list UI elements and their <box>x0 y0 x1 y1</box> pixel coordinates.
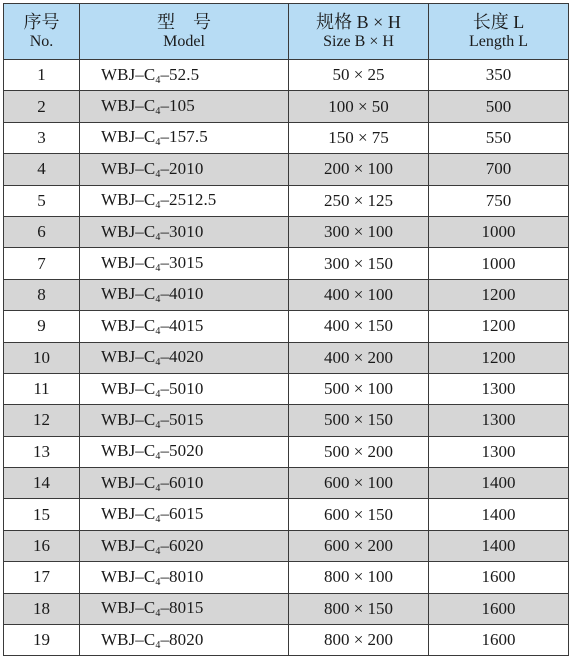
cell-model <box>80 436 289 467</box>
model-subscript: 4 <box>155 451 161 463</box>
cell-length: 1300 <box>429 405 569 436</box>
model-suffix: –5010 <box>160 378 204 398</box>
cell-no: 12 <box>4 405 80 436</box>
cell-size: 500 × 150 <box>289 405 429 436</box>
cell-size: 400 × 100 <box>289 279 429 310</box>
model-subscript: 4 <box>155 545 161 557</box>
cell-model <box>80 405 289 436</box>
cell-length: 1200 <box>429 279 569 310</box>
model-suffix: –4010 <box>160 284 204 304</box>
cell-size: 600 × 200 <box>289 530 429 561</box>
cell-size: 400 × 150 <box>289 311 429 342</box>
cell-length: 1200 <box>429 342 569 373</box>
model-suffix: –8020 <box>160 629 204 649</box>
table-row <box>4 373 569 404</box>
header-size <box>289 4 429 60</box>
model-subscript: 4 <box>155 325 161 337</box>
cell-size: 400 × 200 <box>289 342 429 373</box>
table-row <box>4 154 569 185</box>
cell-model <box>80 279 289 310</box>
header-length-cn: 长度 L <box>472 11 525 32</box>
model-subscript: 4 <box>155 608 161 620</box>
model-suffix: –5020 <box>160 441 204 461</box>
cell-size: 100 × 50 <box>289 91 429 122</box>
table-row <box>4 122 569 153</box>
cell-no: 6 <box>4 216 80 247</box>
cell-no: 18 <box>4 593 80 624</box>
model-suffix: –6010 <box>160 472 204 492</box>
cell-size: 600 × 150 <box>289 499 429 530</box>
model-prefix: WBJ–C <box>101 221 156 241</box>
header-model-cn: 型 号 <box>157 11 211 32</box>
cell-length: 1400 <box>429 468 569 499</box>
table-row <box>4 248 569 279</box>
cell-size: 250 × 125 <box>289 185 429 216</box>
cell-length: 1300 <box>429 373 569 404</box>
model-prefix: WBJ–C <box>101 535 156 555</box>
model-prefix: WBJ–C <box>101 598 156 618</box>
table-row <box>4 60 569 91</box>
table-header <box>4 4 569 60</box>
cell-no: 17 <box>4 562 80 593</box>
cell-model <box>80 216 289 247</box>
model-prefix: WBJ–C <box>101 409 156 429</box>
table-row <box>4 342 569 373</box>
cell-model <box>80 248 289 279</box>
model-suffix: –52.5 <box>160 64 200 84</box>
model-suffix: –157.5 <box>160 127 208 147</box>
model-suffix: –4015 <box>160 315 204 335</box>
table-row <box>4 625 569 656</box>
table-row <box>4 562 569 593</box>
cell-model <box>80 530 289 561</box>
cell-no: 7 <box>4 248 80 279</box>
cell-no: 9 <box>4 311 80 342</box>
model-subscript: 4 <box>155 514 161 526</box>
model-suffix: –2512.5 <box>160 190 217 210</box>
table-row <box>4 530 569 561</box>
cell-size: 200 × 100 <box>289 154 429 185</box>
cell-no: 2 <box>4 91 80 122</box>
cell-length: 1600 <box>429 562 569 593</box>
cell-no: 15 <box>4 499 80 530</box>
spec-table <box>3 3 569 656</box>
header-no-en: No. <box>29 32 54 50</box>
model-suffix: –8010 <box>160 566 204 586</box>
cell-length: 1300 <box>429 436 569 467</box>
model-suffix: –105 <box>160 96 195 116</box>
table-row <box>4 311 569 342</box>
cell-no: 3 <box>4 122 80 153</box>
cell-model <box>80 311 289 342</box>
model-prefix: WBJ–C <box>101 158 156 178</box>
cell-no: 19 <box>4 625 80 656</box>
model-prefix: WBJ–C <box>101 96 156 116</box>
table-row <box>4 499 569 530</box>
model-subscript: 4 <box>155 576 161 588</box>
model-suffix: –8015 <box>160 598 204 618</box>
cell-size: 50 × 25 <box>289 60 429 91</box>
model-suffix: –6020 <box>160 535 204 555</box>
model-subscript: 4 <box>155 294 161 306</box>
model-subscript: 4 <box>155 168 161 180</box>
cell-size: 300 × 100 <box>289 216 429 247</box>
model-subscript: 4 <box>155 200 161 212</box>
cell-model <box>80 625 289 656</box>
cell-size: 800 × 150 <box>289 593 429 624</box>
model-prefix: WBJ–C <box>101 315 156 335</box>
cell-no: 14 <box>4 468 80 499</box>
table-row <box>4 91 569 122</box>
cell-length: 1400 <box>429 530 569 561</box>
cell-no: 5 <box>4 185 80 216</box>
model-subscript: 4 <box>155 388 161 400</box>
cell-model <box>80 60 289 91</box>
model-subscript: 4 <box>155 137 161 149</box>
model-prefix: WBJ–C <box>101 566 156 586</box>
header-model-en: Model <box>163 32 205 50</box>
header-model <box>80 4 289 60</box>
table-row <box>4 405 569 436</box>
model-subscript: 4 <box>155 639 161 651</box>
cell-model <box>80 373 289 404</box>
model-subscript: 4 <box>155 74 161 86</box>
cell-length: 700 <box>429 154 569 185</box>
cell-length: 1600 <box>429 625 569 656</box>
model-suffix: –2010 <box>160 158 204 178</box>
cell-size: 150 × 75 <box>289 122 429 153</box>
cell-model <box>80 468 289 499</box>
model-prefix: WBJ–C <box>101 472 156 492</box>
table-row <box>4 216 569 247</box>
model-prefix: WBJ–C <box>101 64 156 84</box>
cell-size: 600 × 100 <box>289 468 429 499</box>
cell-no: 8 <box>4 279 80 310</box>
cell-size: 300 × 150 <box>289 248 429 279</box>
model-subscript: 4 <box>155 419 161 431</box>
table-row <box>4 436 569 467</box>
cell-length: 350 <box>429 60 569 91</box>
header-row <box>4 4 569 60</box>
cell-size: 800 × 100 <box>289 562 429 593</box>
cell-length: 750 <box>429 185 569 216</box>
table-row <box>4 593 569 624</box>
header-no <box>4 4 80 60</box>
table-row <box>4 468 569 499</box>
cell-size: 500 × 200 <box>289 436 429 467</box>
model-prefix: WBJ–C <box>101 253 156 273</box>
header-length-en: Length L <box>468 32 529 50</box>
cell-model <box>80 342 289 373</box>
cell-model <box>80 562 289 593</box>
cell-length: 1000 <box>429 248 569 279</box>
cell-no: 1 <box>4 60 80 91</box>
model-subscript: 4 <box>155 357 161 369</box>
cell-model <box>80 154 289 185</box>
table-body <box>4 60 569 656</box>
cell-size: 800 × 200 <box>289 625 429 656</box>
cell-length: 500 <box>429 91 569 122</box>
cell-model <box>80 122 289 153</box>
model-prefix: WBJ–C <box>101 190 156 210</box>
model-prefix: WBJ–C <box>101 127 156 147</box>
cell-no: 11 <box>4 373 80 404</box>
model-suffix: –4020 <box>160 347 204 367</box>
cell-length: 1200 <box>429 311 569 342</box>
header-size-cn: 规格 B × H <box>316 11 401 32</box>
cell-no: 10 <box>4 342 80 373</box>
cell-no: 4 <box>4 154 80 185</box>
model-subscript: 4 <box>155 106 161 118</box>
model-suffix: –3010 <box>160 221 204 241</box>
header-length <box>429 4 569 60</box>
model-subscript: 4 <box>155 482 161 494</box>
header-no-cn: 序号 <box>23 11 60 32</box>
cell-no: 13 <box>4 436 80 467</box>
model-suffix: –3015 <box>160 253 204 273</box>
model-prefix: WBJ–C <box>101 441 156 461</box>
model-subscript: 4 <box>155 263 161 275</box>
model-subscript: 4 <box>155 231 161 243</box>
cell-length: 1000 <box>429 216 569 247</box>
model-suffix: –6015 <box>160 504 204 524</box>
model-prefix: WBJ–C <box>101 378 156 398</box>
model-prefix: WBJ–C <box>101 347 156 367</box>
model-suffix: –5015 <box>160 409 204 429</box>
model-prefix: WBJ–C <box>101 284 156 304</box>
cell-length: 1600 <box>429 593 569 624</box>
cell-no: 16 <box>4 530 80 561</box>
cell-model <box>80 185 289 216</box>
cell-length: 550 <box>429 122 569 153</box>
cell-model <box>80 499 289 530</box>
header-size-en: Size B × H <box>323 32 394 50</box>
model-prefix: WBJ–C <box>101 504 156 524</box>
table-row <box>4 185 569 216</box>
cell-model <box>80 593 289 624</box>
cell-size: 500 × 100 <box>289 373 429 404</box>
model-prefix: WBJ–C <box>101 629 156 649</box>
cell-length: 1400 <box>429 499 569 530</box>
table-row <box>4 279 569 310</box>
cell-model <box>80 91 289 122</box>
